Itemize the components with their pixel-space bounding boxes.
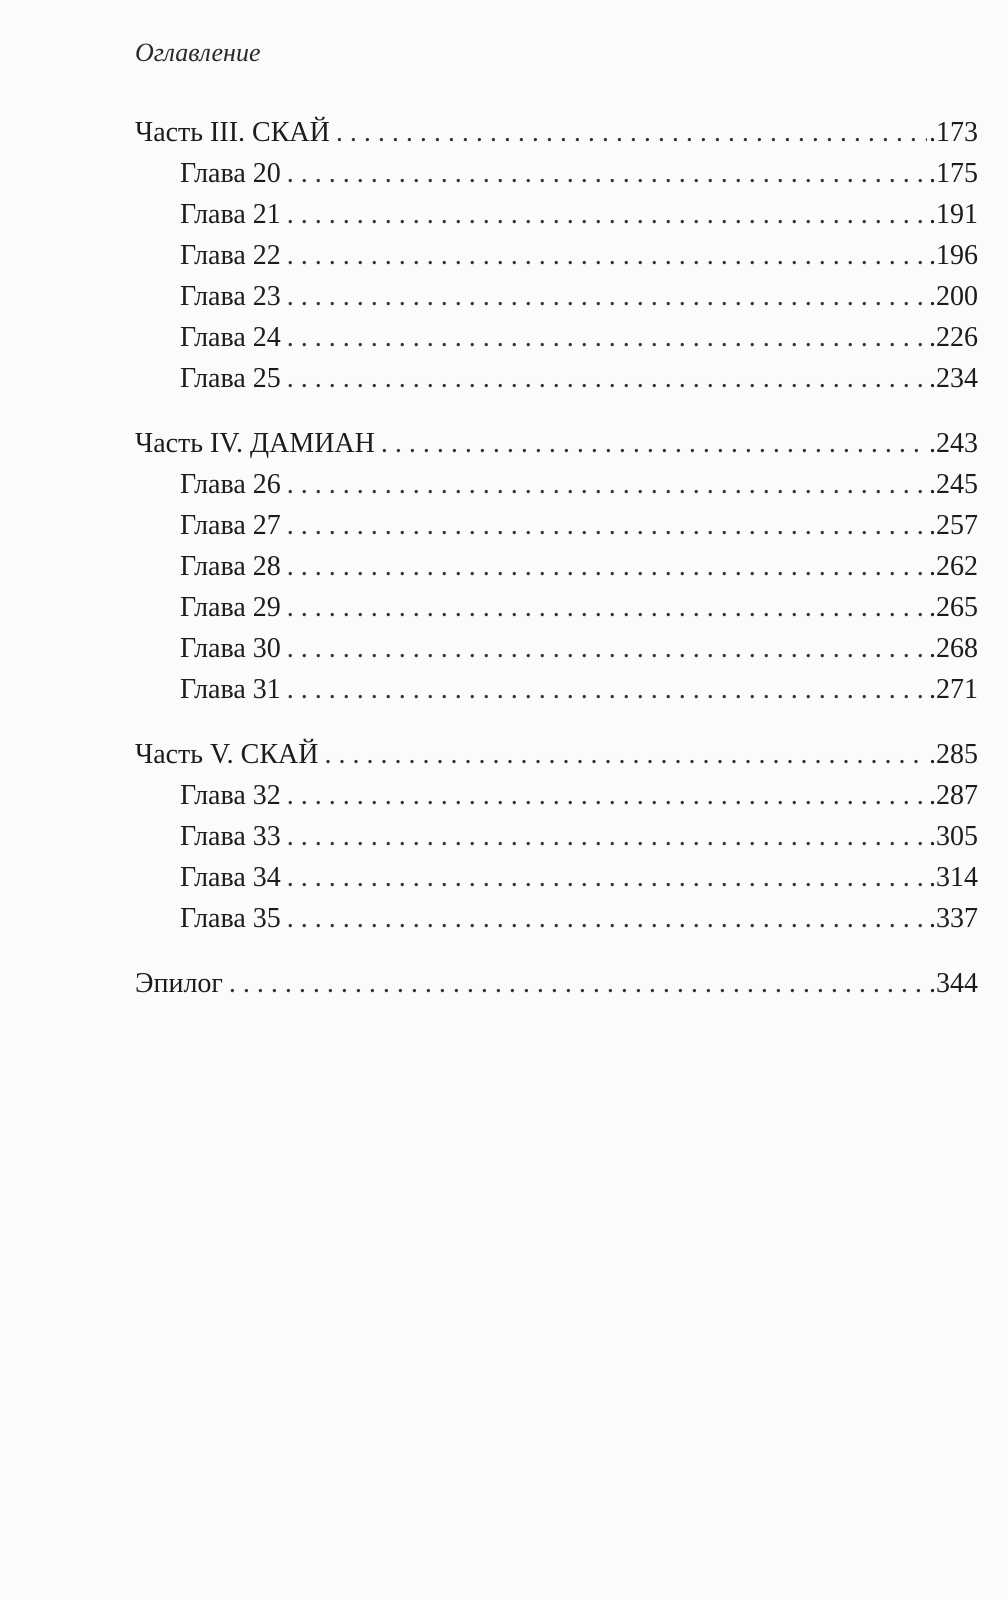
dot-leader bbox=[336, 112, 927, 153]
dot-leader bbox=[381, 423, 927, 464]
toc-entry-page: .196 bbox=[929, 240, 978, 271]
toc-entry-page: .344 bbox=[929, 968, 978, 999]
toc-entry-label: Часть IV. ДАМИАН bbox=[135, 428, 375, 459]
toc-chapter-entry bbox=[135, 235, 978, 276]
toc-part-entry bbox=[135, 734, 978, 775]
dot-leader bbox=[287, 628, 927, 669]
toc-entry-label: Эпилог bbox=[135, 968, 223, 999]
toc-entry-page: .287 bbox=[929, 780, 978, 811]
toc-entry-label: Глава 25 bbox=[180, 363, 281, 394]
toc-entry-label: Глава 24 bbox=[180, 322, 281, 353]
toc-entry-page: .173 bbox=[929, 117, 978, 148]
toc-entry-label: Часть V. СКАЙ bbox=[135, 739, 319, 770]
toc-chapter-entry bbox=[135, 546, 978, 587]
toc-entry-page: .234 bbox=[929, 363, 978, 394]
dot-leader bbox=[287, 464, 927, 505]
toc-chapter-entry bbox=[135, 857, 978, 898]
dot-leader bbox=[287, 587, 927, 628]
toc-entry-label: Глава 29 bbox=[180, 592, 281, 623]
toc-entry-page: .314 bbox=[929, 862, 978, 893]
toc-chapter-entry bbox=[135, 816, 978, 857]
toc-entry-label: Глава 28 bbox=[180, 551, 281, 582]
dot-leader bbox=[287, 857, 927, 898]
dot-leader bbox=[229, 963, 927, 1004]
toc-entry-label: Глава 22 bbox=[180, 240, 281, 271]
toc-entry-page: .262 bbox=[929, 551, 978, 582]
dot-leader bbox=[287, 898, 927, 939]
dot-leader bbox=[287, 546, 927, 587]
dot-leader bbox=[287, 669, 927, 710]
toc-entry-page: .337 bbox=[929, 903, 978, 934]
toc-entry-page: .191 bbox=[929, 199, 978, 230]
toc-chapter-entry bbox=[135, 775, 978, 816]
toc-chapter-entry bbox=[135, 317, 978, 358]
toc-entry-page: .245 bbox=[929, 469, 978, 500]
dot-leader bbox=[287, 358, 927, 399]
toc-chapter-entry bbox=[135, 505, 978, 546]
toc-entry-label: Глава 23 bbox=[180, 281, 281, 312]
dot-leader bbox=[287, 505, 927, 546]
toc-chapter-entry bbox=[135, 358, 978, 399]
toc-entry-page: .200 bbox=[929, 281, 978, 312]
dot-leader bbox=[287, 816, 927, 857]
toc-chapter-entry bbox=[135, 153, 978, 194]
toc-chapter-entry bbox=[135, 898, 978, 939]
toc-entry-label: Глава 26 bbox=[180, 469, 281, 500]
toc-entry-page: .305 bbox=[929, 821, 978, 852]
toc-entry-page: .226 bbox=[929, 322, 978, 353]
toc-entry-label: Глава 31 bbox=[180, 674, 281, 705]
toc-entry-page: .285 bbox=[929, 739, 978, 770]
toc-part-entry bbox=[135, 112, 978, 153]
dot-leader bbox=[287, 235, 927, 276]
dot-leader bbox=[324, 734, 927, 775]
toc-entry-label: Глава 27 bbox=[180, 510, 281, 541]
dot-leader bbox=[287, 317, 927, 358]
toc-chapter-entry bbox=[135, 464, 978, 505]
toc-entry-page: .271 bbox=[929, 674, 978, 705]
toc-entry-page: .268 bbox=[929, 633, 978, 664]
toc-chapter-entry bbox=[135, 194, 978, 235]
toc-entry-page: .175 bbox=[929, 158, 978, 189]
toc-part-entry bbox=[135, 423, 978, 464]
running-head: Оглавление bbox=[135, 38, 261, 67]
dot-leader bbox=[287, 153, 927, 194]
toc-entry-label: Глава 32 bbox=[180, 780, 281, 811]
toc-entry-label: Глава 34 bbox=[180, 862, 281, 893]
toc-entry-page: .243 bbox=[929, 428, 978, 459]
toc-entry-label: Глава 33 bbox=[180, 821, 281, 852]
toc-entry-label: Глава 20 bbox=[180, 158, 281, 189]
toc-entry-page: .257 bbox=[929, 510, 978, 541]
toc-chapter-entry bbox=[135, 587, 978, 628]
toc-part-entry bbox=[135, 963, 978, 1004]
toc-entry-label: Глава 30 bbox=[180, 633, 281, 664]
toc-chapter-entry bbox=[135, 669, 978, 710]
dot-leader bbox=[287, 775, 927, 816]
table-of-contents bbox=[135, 112, 978, 1004]
toc-chapter-entry bbox=[135, 628, 978, 669]
dot-leader bbox=[287, 194, 927, 235]
toc-entry-label: Часть III. СКАЙ bbox=[135, 117, 330, 148]
dot-leader bbox=[287, 276, 927, 317]
toc-entry-label: Глава 21 bbox=[180, 199, 281, 230]
toc-entry-label: Глава 35 bbox=[180, 903, 281, 934]
toc-chapter-entry bbox=[135, 276, 978, 317]
toc-entry-page: .265 bbox=[929, 592, 978, 623]
